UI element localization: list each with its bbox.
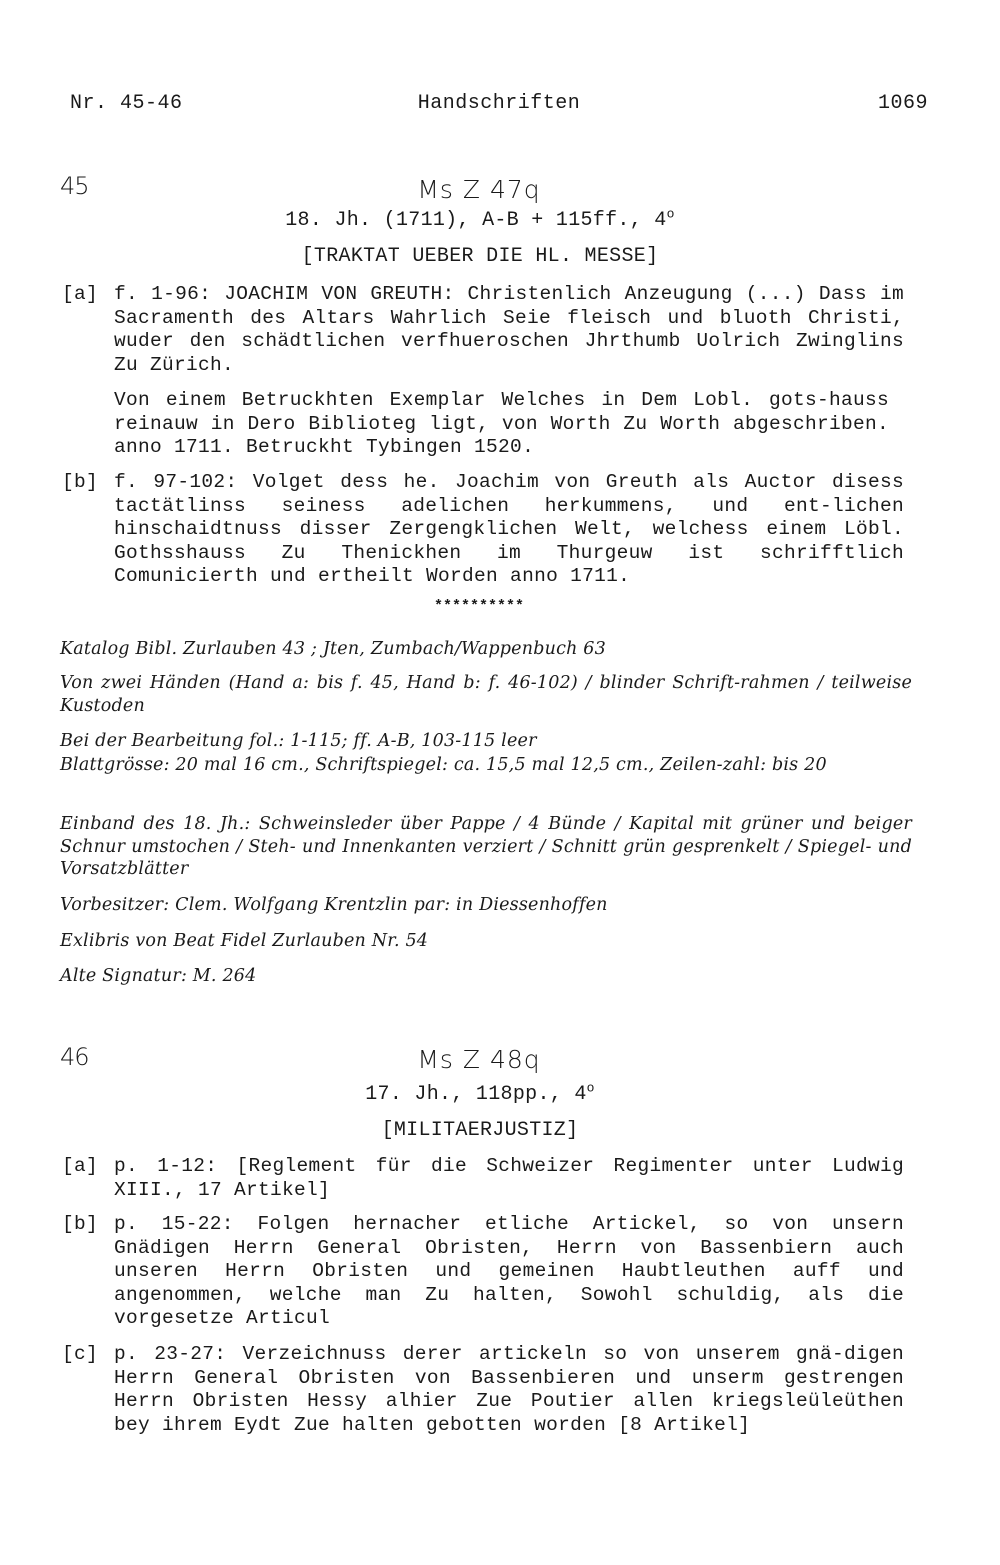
entry-number-46: 46	[60, 1043, 89, 1071]
note-previous-owner: Vorbesitzer: Clem. Wolfgang Krentzlin par: in Diessenhoffen	[60, 895, 608, 915]
item-text: f. 97-102: Volget dess he. Joachim von Greuth als Auctor disess tactätlinss seiness adelichen herkummens, und ent-lichen hinschaidtnuss disser Zergengklichen Welt, welchess einem Löbl. Gothsshauss Zu Thenickhen im Thurgeuw ist schrifftlich Comunicierth und ertheilt Worden anno 1711.	[114, 471, 904, 587]
item-text: f. 1-96: JOACHIM VON GREUTH: Christenlich Anzeugung (...) Dass im Sacramenth des Altars Wahrlich Seie fleisch und bluoth Christi, wuder den schädtlichen verfhueroschen Jhrthumb Uolrich Zwinglins Zu Zürich.	[114, 283, 904, 376]
item-46-c	[62, 1343, 932, 1437]
entry-meta-46	[150, 1080, 810, 1106]
format-superscript: o	[666, 206, 675, 222]
running-header	[70, 92, 928, 122]
note-catalog: Katalog Bibl. Zurlauben 43 ; Jten, Zumbach/Wappenbuch 63	[60, 639, 606, 659]
item-label: [b]	[62, 471, 99, 493]
note-foliation: Bei der Bearbeitung fol.: 1-115; ff. A-B, 103-115 leer	[60, 731, 537, 751]
item-45-a-note: Von einem Betruckhten Exemplar Welches in Dem Lobl. gots-hauss reinauw in Dero Biblioteg ligt, von Worth Zu Worth abgeschriben. anno 1711. Betruckht Tybingen 1520.	[114, 389, 889, 458]
entry-meta-text: 17. Jh., 118pp., 4	[365, 1083, 587, 1106]
format-superscript: o	[586, 1080, 595, 1096]
item-label: [c]	[62, 1343, 99, 1365]
item-label: [b]	[62, 1213, 99, 1235]
header-section-title: Handschriften	[417, 92, 581, 115]
entry-number-45: 45	[60, 172, 89, 200]
item-46-a	[62, 1155, 932, 1202]
note-dimensions: Blattgrösse: 20 mal 16 cm., Schriftspiegel: ca. 15,5 mal 12,5 cm., Zeilen-zahl: bis 20	[60, 755, 827, 775]
item-text: p. 15-22: Folgen hernacher etliche Artickel, so von unsern Gnädigen Herrn General Obristen, Herrn von Bassenbiern auch unseren Herrn Obristen und gemeinen Haubtleuthen auff und angenommen, welche man Zu halten, Sowohl schuldig, als die vorgesetze Articul	[114, 1213, 904, 1329]
entry-title-46: [MILITAERJUSTIZ]	[381, 1119, 579, 1142]
item-text: p. 23-27: Verzeichnuss derer artickeln so von unserem gnä-digen Herrn General Obristen von Bassenbieren und unserm gestrengen Herrn Obristen Hessy alhier Zue Poutier allen kriegsleüleüthen bey ihrem Eydt Zue halten gebotten worden [8 Artikel]	[114, 1343, 904, 1436]
header-entry-range: Nr. 45-46	[70, 92, 183, 115]
item-label: [a]	[62, 283, 99, 305]
item-text: p. 1-12: [Reglement für die Schweizer Regimenter unter Ludwig XIII., 17 Artikel]	[114, 1155, 904, 1201]
entry-title-45: [TRAKTAT UEBER DIE HL. MESSE]	[301, 245, 659, 268]
entry-meta-text: 18. Jh. (1711), A-B + 115ff., 4	[285, 209, 667, 232]
item-46-b	[62, 1213, 932, 1331]
note-binding: Einband des 18. Jh.: Schweinsleder über Pappe / 4 Bünde / Kapital mit grüner und beiger Schnur umstochen / Steh- und Innenkanten verziert / Schnitt grün gesprenkelt / Spiegel- und Vorsatzblätter	[60, 814, 912, 879]
note-hands: Von zwei Händen (Hand a: bis f. 45, Hand b: f. 46-102) / blinder Schrift-rahmen / teilweise Kustoden	[60, 673, 912, 716]
item-45-b	[62, 471, 932, 589]
separator-stars: **********	[433, 598, 524, 615]
item-label: [a]	[62, 1155, 99, 1177]
entry-meta-45	[150, 206, 810, 232]
shelfmark-45: Ms Z 47q	[417, 175, 541, 204]
item-45-a	[62, 283, 932, 377]
header-page-number: 1069	[877, 92, 928, 115]
note-old-shelfmark: Alte Signatur: M. 264	[60, 966, 257, 986]
shelfmark-46: Ms Z 48q	[417, 1045, 541, 1074]
note-exlibris: Exlibris von Beat Fidel Zurlauben Nr. 54	[60, 931, 429, 951]
